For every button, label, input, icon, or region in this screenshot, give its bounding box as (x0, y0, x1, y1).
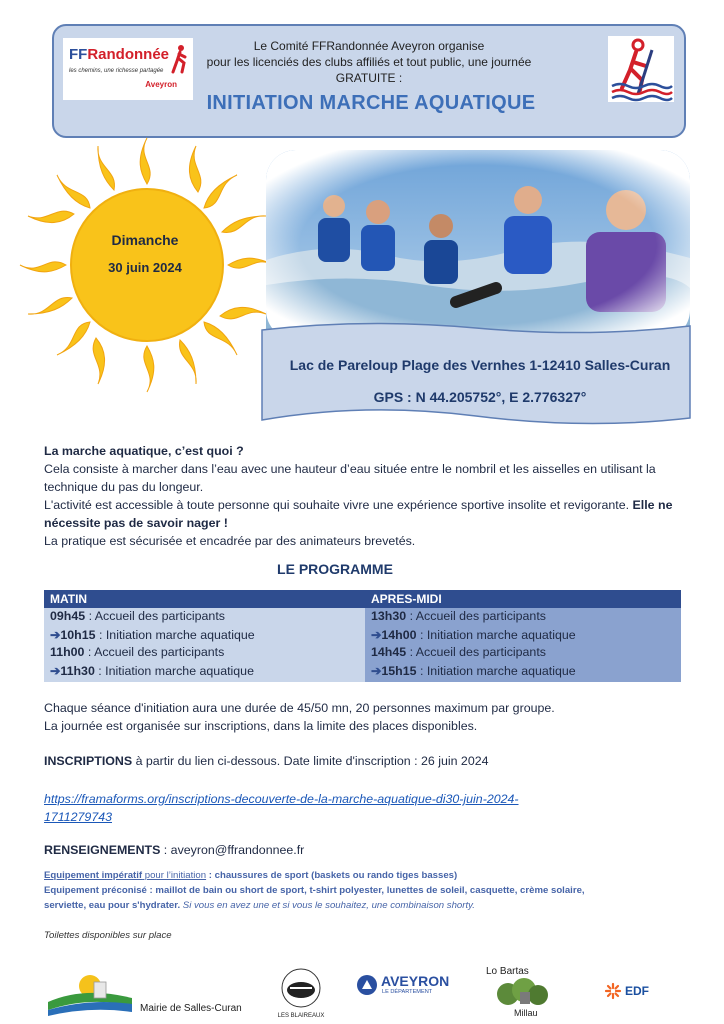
table-row: 13h30 : Accueil des participants (371, 609, 546, 623)
event-full-date: 30 juin 2024 (108, 260, 182, 275)
equipment-imperatif: Equipement impératif pour l’initiation : chaussures de sport (baskets ou rando tiges basses) (44, 870, 458, 881)
session-details-line-1: Chaque séance d'initiation aura une durée de 45/50 mn, 20 personnes maximum par groupe. (44, 701, 555, 715)
logo-brand: FFRandonnée (69, 46, 170, 63)
aveyron-label: AVEYRON (381, 973, 450, 989)
blaireaux-label: LES BLAIREAUX (277, 1013, 325, 1019)
header-banner (52, 24, 686, 138)
lo-bartas-logo (484, 966, 560, 1020)
intro-section (44, 442, 684, 550)
arrow-right-icon: ➔ (371, 628, 382, 642)
table-row: ➔10h15 : Initiation marche aquatique (50, 628, 255, 642)
table-row: 11h00 : Accueil des participants (50, 645, 225, 659)
bartas-label: Lo Bartas (486, 966, 529, 977)
event-date (72, 232, 218, 275)
edf-logo (604, 982, 664, 1002)
programme-afternoon-column (365, 590, 681, 682)
intro-paragraph-3: La pratique est sécurisée et encadrée par des animateurs brevetés. (44, 534, 416, 548)
blaireaux-logo (268, 966, 334, 1020)
inscriptions-link[interactable] (44, 790, 604, 826)
hiker-icon (169, 44, 189, 74)
salles-curan-logo (44, 972, 136, 1016)
inscriptions-link-line-1[interactable]: https://framaforms.org/inscriptions-decouverte-de-la-marche-aquatique-di30-juin-2024- (44, 792, 519, 806)
ffrandonnee-logo (63, 38, 193, 100)
aveyron-sub-label: LE DÉPARTEMENT (382, 989, 433, 995)
equipment-preconise-line-1: Equipement préconisé : maillot de bain ou short de sport, t-shirt polyester, lunettes de soleil, casquette, crème solaire, (44, 885, 585, 896)
logo-dept: Aveyron (145, 80, 177, 89)
table-row: ➔15h15 : Initiation marche aquatique (371, 664, 576, 678)
aveyron-dept-icon (356, 974, 378, 996)
table-row: 14h45 : Accueil des participants (371, 645, 546, 659)
inscriptions-line (44, 752, 684, 770)
event-address: Lac de Pareloup Plage des Vernhes 1-12410 Salles-Curan (289, 357, 671, 373)
intro-paragraph-1: Cela consiste à marcher dans l’eau avec une hauteur d’eau située entre le nombril et les aisselles en utilisant la technique du pas du longeur. (44, 462, 656, 494)
edf-label: EDF (625, 984, 649, 998)
badger-icon (268, 966, 334, 1008)
session-details-line-2: La journée est organisée sur inscriptions, dans la limite des places disponibles. (44, 719, 478, 733)
session-details (44, 699, 684, 735)
aqua-walkers-photo (266, 150, 690, 340)
intro-paragraph-2: L'activité est accessible à toute personne qui souhaite vivre une expérience sportive insolite et revigorante. Elle ne nécessite pas de savoir nager ! (44, 498, 673, 530)
thicket-icon (494, 978, 550, 1008)
intro-paragraph-2-bold: Elle ne nécessite pas de savoir nager ! (44, 498, 673, 530)
programme-title: LE PROGRAMME (277, 561, 393, 577)
inscriptions-link-line-2[interactable]: 1711279743 (44, 810, 112, 824)
toilets-note: Toilettes disponibles sur place (44, 930, 172, 941)
header-intro (204, 38, 534, 86)
programme-afternoon-header: APRES-MIDI (365, 590, 681, 608)
water-walker-logo (608, 36, 674, 102)
event-gps: GPS : N 44.205752°, E 2.776327° (373, 389, 587, 405)
inscriptions-text: à partir du lien ci-dessous. Date limite d'inscription : 26 juin 2024 (132, 754, 489, 768)
contact-email[interactable]: : aveyron@ffrandonnee.fr (160, 843, 305, 857)
table-row: ➔11h30 : Initiation marche aquatique (50, 664, 254, 678)
inscriptions-label: INSCRIPTIONS (44, 754, 133, 768)
contact-label: RENSEIGNEMENTS (44, 843, 161, 857)
header-line-2: pour les licenciés des clubs affiliés et tout public, une journée (206, 55, 532, 69)
arrow-right-icon: ➔ (50, 628, 61, 642)
programme-table (44, 590, 681, 682)
equipment-section (44, 868, 684, 913)
header-line-1: Le Comité FFRandonnée Aveyron organise (253, 39, 485, 53)
contact-line (44, 841, 684, 859)
logo-tagline: les chemins, une richesse partagée (69, 68, 164, 74)
intro-question: La marche aquatique, c’est quoi ? (44, 444, 244, 458)
arrow-right-icon: ➔ (50, 664, 61, 678)
table-row: ➔14h00 : Initiation marche aquatique (371, 628, 576, 642)
programme-morning-column (44, 590, 365, 682)
mairie-label: Mairie de Salles-Curan (140, 1003, 242, 1014)
equipment-preconise-line-2: serviette, eau pour s'hydrater. Si vous en avez une et si vous le souhaitez, une combinaison shorty. (44, 900, 475, 911)
header-line-3: GRATUITE : (335, 71, 403, 85)
aveyron-departement-logo (356, 972, 460, 1002)
location-banner-shape (256, 320, 696, 428)
event-day: Dimanche (111, 232, 179, 248)
water-walker-icon (608, 36, 674, 102)
millau-label: Millau (514, 1008, 538, 1018)
programme-morning-header: MATIN (44, 590, 365, 608)
table-row: 09h45 : Accueil des participants (50, 609, 225, 623)
arrow-right-icon: ➔ (371, 664, 382, 678)
page-title: INITIATION MARCHE AQUATIQUE (206, 92, 536, 114)
edf-spark-icon (604, 982, 622, 1000)
